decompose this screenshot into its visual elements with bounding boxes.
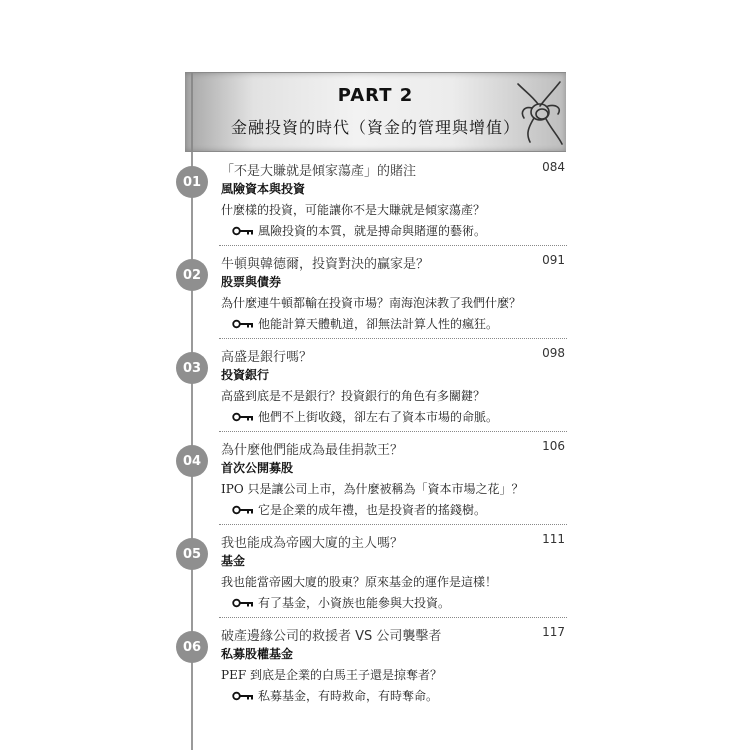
chapter-title: 高盛是銀行嗎？ xyxy=(221,350,313,365)
chapter-title: 牛頓與韓德爾，投資對決的贏家是？ xyxy=(221,257,430,272)
chapter-answer xyxy=(232,315,498,332)
chapter-subtitle: 首次公開募股 xyxy=(221,461,294,475)
chapter-answer xyxy=(232,408,498,425)
chapter-page-number: 084 xyxy=(542,160,565,174)
chapter-page-number: 091 xyxy=(542,253,565,267)
chapter-question: 什麼樣的投資，可能讓你不是大賺就是傾家蕩產？ xyxy=(221,203,486,217)
chapter-subtitle: 基金 xyxy=(221,554,246,568)
answer-text: 他們不上街收錢，卻左右了資本市場的命脈。 xyxy=(258,410,499,424)
chapter-page-number: 106 xyxy=(542,439,565,453)
chapter-entry[interactable] xyxy=(0,160,750,255)
chapter-answer xyxy=(232,594,450,611)
chapter-subtitle: 私募股權基金 xyxy=(221,647,294,661)
chapter-subtitle: 投資銀行 xyxy=(221,368,270,382)
chapter-number-badge: 01 xyxy=(176,166,208,198)
dotted-divider xyxy=(219,338,567,339)
chapter-entry[interactable] xyxy=(0,346,750,441)
chapter-number-badge: 03 xyxy=(176,352,208,384)
chapter-title: 我也能成為帝國大廈的主人嗎？ xyxy=(221,536,404,551)
dotted-divider xyxy=(219,617,567,618)
answer-text: 有了基金，小資族也能參與大投資。 xyxy=(258,596,451,610)
key-icon xyxy=(232,319,254,329)
chapter-entry[interactable] xyxy=(0,439,750,534)
key-icon xyxy=(232,226,254,236)
chapter-page-number: 098 xyxy=(542,346,565,360)
chapter-title: 為什麼他們能成為最佳捐款王？ xyxy=(221,443,404,458)
chapter-subtitle: 風險資本與投資 xyxy=(221,182,306,196)
chapter-answer xyxy=(232,222,486,239)
answer-text: 他能計算天體軌道，卻無法計算人性的瘋狂。 xyxy=(258,317,499,331)
rope-knot-icon xyxy=(512,78,568,148)
chapter-question: 我也能當帝國大廈的股東？原來基金的運作是這樣！ xyxy=(221,575,498,589)
chapter-answer xyxy=(232,687,438,704)
key-icon xyxy=(232,598,254,608)
dotted-divider xyxy=(219,524,567,525)
chapter-question: PEF 到底是企業的白馬王子還是掠奪者？ xyxy=(221,668,442,682)
chapter-page-number: 117 xyxy=(542,625,565,639)
answer-text: 風險投資的本質，就是搏命與賭運的藝術。 xyxy=(258,224,487,238)
chapter-number-badge: 02 xyxy=(176,259,208,291)
chapter-answer xyxy=(232,501,486,518)
part-banner xyxy=(185,72,566,152)
part-title: PART 2 xyxy=(337,85,414,106)
chapter-question: 高盛到底是不是銀行？投資銀行的角色有多關鍵？ xyxy=(221,389,486,403)
chapter-number-badge: 04 xyxy=(176,445,208,477)
chapter-number-badge: 05 xyxy=(176,538,208,570)
chapter-subtitle: 股票與債券 xyxy=(221,275,282,289)
part-subtitle: 金融投資的時代（資金的管理與增值） xyxy=(230,118,520,137)
key-icon xyxy=(232,505,254,515)
answer-text: 它是企業的成年禮，也是投資者的搖錢樹。 xyxy=(258,503,487,517)
chapter-question: IPO 只是讓公司上市，為什麼被稱為「資本市場之花」？ xyxy=(221,482,524,496)
chapter-entry[interactable] xyxy=(0,532,750,627)
dotted-divider xyxy=(219,431,567,432)
chapter-number-badge: 06 xyxy=(176,631,208,663)
chapter-page-number: 111 xyxy=(542,532,565,546)
chapter-entry[interactable] xyxy=(0,253,750,348)
dotted-divider xyxy=(219,245,567,246)
chapter-title: 「不是大賺就是傾家蕩產」的賭注 xyxy=(221,164,417,179)
chapter-question: 為什麼連牛頓都輸在投資市場？南海泡沫教了我們什麼？ xyxy=(221,296,522,310)
key-icon xyxy=(232,412,254,422)
key-icon xyxy=(232,691,254,701)
chapter-title: 破產邊緣公司的救援者 VS 公司襲擊者 xyxy=(221,629,442,644)
answer-text: 私募基金，有時救命，有時奪命。 xyxy=(258,689,439,703)
chapter-entry[interactable] xyxy=(0,625,750,720)
